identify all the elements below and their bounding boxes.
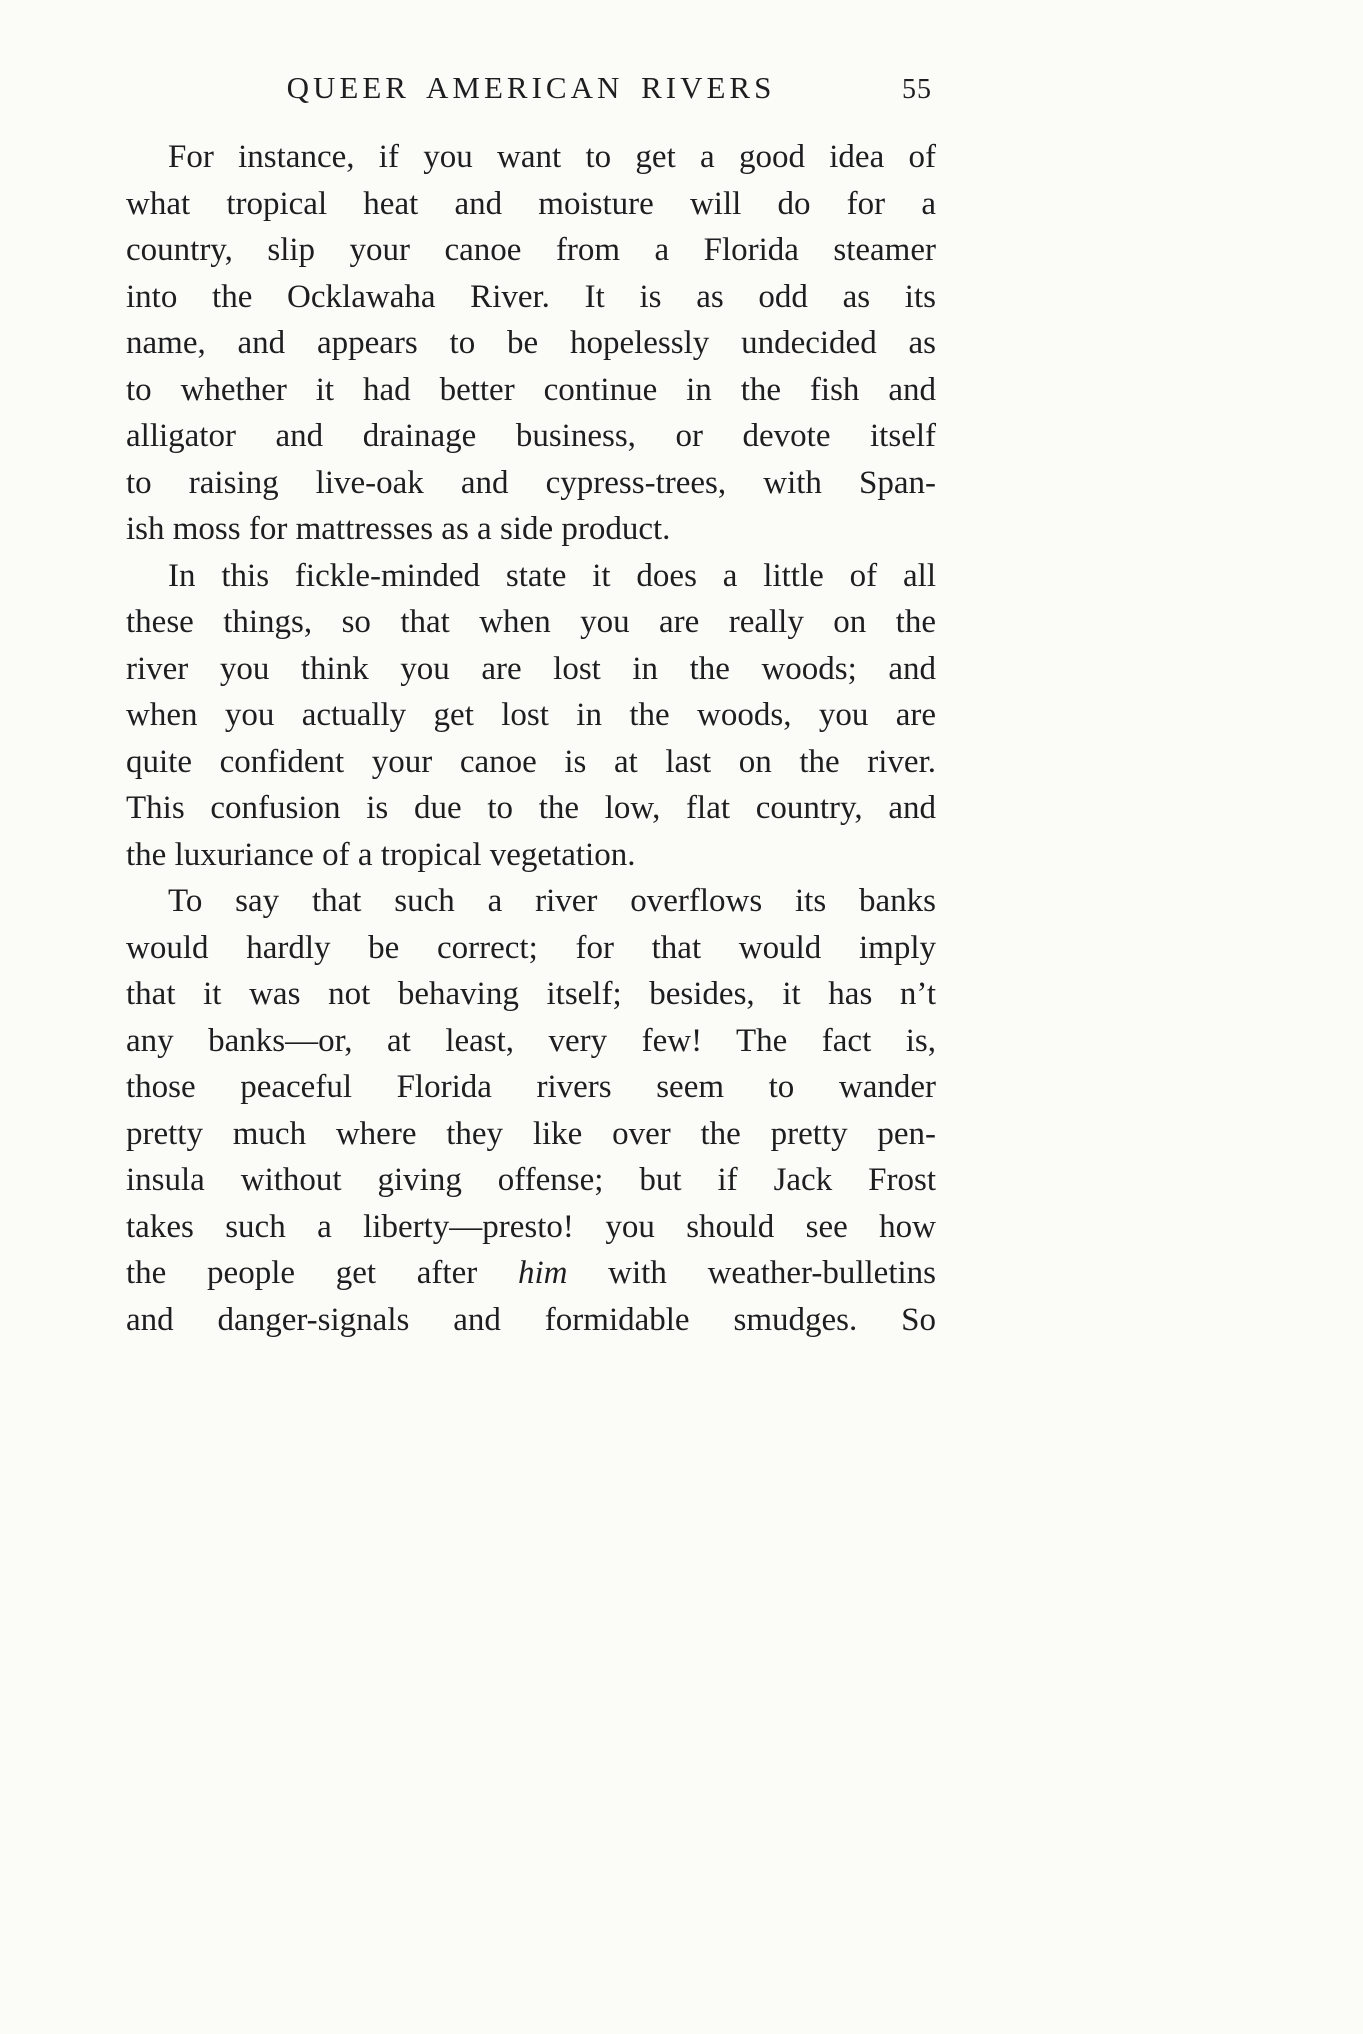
- page-number: 55: [902, 74, 932, 105]
- text-line: insula without giving offense; but if Jack Frost: [126, 1162, 936, 1198]
- text-line: [126, 1250, 936, 1297]
- page-header: [126, 70, 936, 116]
- text-line: those peaceful Florida rivers seem to wander: [126, 1069, 936, 1105]
- text-line: to whether it had better continue in the fish and: [126, 371, 936, 408]
- paragraph: [126, 134, 936, 553]
- text-line: ish moss for mattresses as a side product.: [126, 511, 671, 547]
- text-line: any banks—or, at least, very few! The fact is,: [126, 1022, 936, 1059]
- text-line: pretty much where they like over the pretty pen-: [126, 1115, 936, 1152]
- text-line: takes such a liberty—presto! you should see how: [126, 1208, 936, 1245]
- text-line: what tropical heat and moisture will do for a: [126, 185, 936, 222]
- text-line: In this fickle-minded state it does a little of all: [168, 557, 936, 594]
- italic-word: him: [517, 1255, 568, 1291]
- text-line: and danger-signals and formidable smudges. So: [126, 1301, 936, 1338]
- text-line: the luxuriance of a tropical vegetation.: [126, 836, 636, 873]
- paragraph: [126, 553, 936, 879]
- paragraph: [126, 878, 936, 1343]
- text-block: [126, 134, 936, 1343]
- text-line: into the Ocklawaha River. It is as odd as its: [126, 278, 936, 315]
- text-line: that it was not behaving itself; besides, it has n’t: [126, 976, 936, 1012]
- text-line: To say that such a river overflows its banks: [168, 883, 936, 919]
- text-line: river you think you are lost in the woods; and: [126, 650, 936, 687]
- text-line: For instance, if you want to get a good idea of: [168, 139, 936, 175]
- text-line: name, and appears to be hopelessly undecided as: [126, 325, 936, 361]
- page-content: [126, 70, 936, 1343]
- text-line: country, slip your canoe from a Florida steamer: [126, 232, 936, 268]
- text-line: This confusion is due to the low, flat country, and: [126, 790, 936, 826]
- text-line: would hardly be correct; for that would imply: [126, 929, 936, 966]
- text-line: to raising live-oak and cypress-trees, with Span-: [126, 464, 936, 501]
- text-line: these things, so that when you are really on the: [126, 604, 936, 640]
- text-line: when you actually get lost in the woods, you are: [126, 697, 936, 733]
- text-segment: with weather-bulletins: [567, 1255, 936, 1291]
- text-segment: the people get after: [126, 1255, 518, 1291]
- running-title: QUEER AMERICAN RIVERS: [286, 70, 776, 105]
- text-line: alligator and drainage business, or devote itself: [126, 418, 936, 454]
- text-line: quite confident your canoe is at last on the river.: [126, 743, 936, 780]
